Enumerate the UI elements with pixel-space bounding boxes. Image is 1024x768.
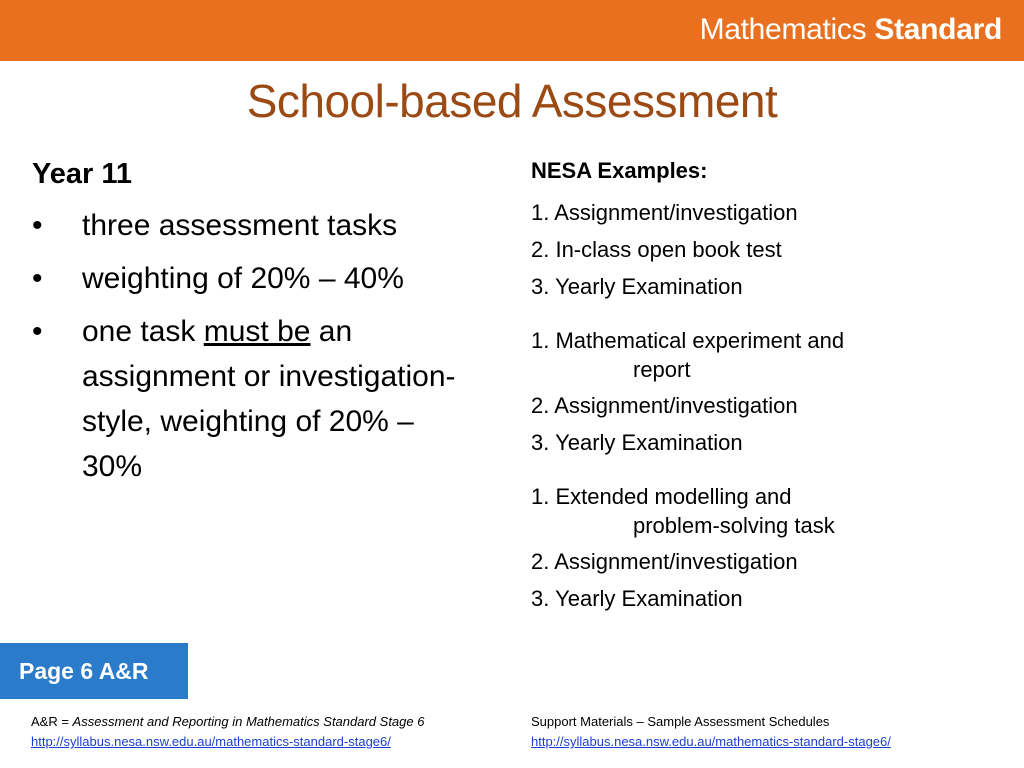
example-group-3 xyxy=(531,482,1011,614)
list-item: 3. Yearly Examination xyxy=(531,274,743,299)
footer-prefix: A&R = xyxy=(31,714,73,729)
bullet-text: three assessment tasks xyxy=(82,209,398,242)
list-item xyxy=(531,482,1011,540)
footer-caption: Support Materials – Sample Assessment Schedules xyxy=(531,714,830,729)
nesa-examples xyxy=(531,158,1011,621)
bullet-icon: • xyxy=(32,315,43,348)
bullet-icon: • xyxy=(32,209,43,242)
list-item: 2. Assignment/investigation xyxy=(531,549,798,574)
item-continuation: report xyxy=(633,357,691,382)
course-label: Standard xyxy=(874,13,1002,46)
list-item xyxy=(32,256,472,301)
item-main: 1. Mathematical experiment and xyxy=(531,328,845,353)
item-main: 1. Extended modelling and xyxy=(531,484,792,509)
page-reference-button[interactable]: Page 6 A&R xyxy=(0,643,188,699)
footer-left xyxy=(31,712,424,752)
list-item xyxy=(32,203,472,248)
year-heading: Year 11 xyxy=(32,158,132,190)
footer-right xyxy=(531,712,891,752)
support-materials-link[interactable]: http://syllabus.nesa.nsw.edu.au/mathematics-standard-stage6/ xyxy=(531,734,891,749)
bullet-text-pre: one task xyxy=(82,315,204,348)
bullet-text xyxy=(82,315,456,483)
list-item xyxy=(32,309,472,489)
course-title xyxy=(700,13,1002,47)
item-continuation: problem-solving task xyxy=(633,513,835,538)
page-title: School-based Assessment xyxy=(246,75,778,127)
example-group-2 xyxy=(531,326,1011,458)
year11-section xyxy=(32,158,472,497)
examples-heading: NESA Examples: xyxy=(531,158,708,183)
subject-label: Mathematics xyxy=(699,13,867,46)
document-title: Assessment and Reporting in Mathematics Standard Stage 6 xyxy=(72,714,425,729)
bullet-text-post: an assignment or investigation-style, weighting of 20% – 30% xyxy=(82,315,456,483)
bullet-text: weighting of 20% – 40% xyxy=(82,262,404,295)
list-item: 2. Assignment/investigation xyxy=(531,393,798,418)
syllabus-link[interactable]: http://syllabus.nesa.nsw.edu.au/mathematics-standard-stage6/ xyxy=(31,734,391,749)
list-item: 2. In-class open book test xyxy=(531,237,782,262)
bullet-icon: • xyxy=(32,262,43,295)
list-item: 1. Assignment/investigation xyxy=(531,200,798,225)
header-bar xyxy=(0,0,1024,61)
example-group-1 xyxy=(531,198,1011,302)
list-item: 3. Yearly Examination xyxy=(531,586,743,611)
list-item xyxy=(531,326,1011,384)
footer-caption xyxy=(31,712,424,732)
list-item: 3. Yearly Examination xyxy=(531,430,743,455)
requirements-list xyxy=(32,203,472,489)
emphasis-text: must be xyxy=(203,315,311,348)
